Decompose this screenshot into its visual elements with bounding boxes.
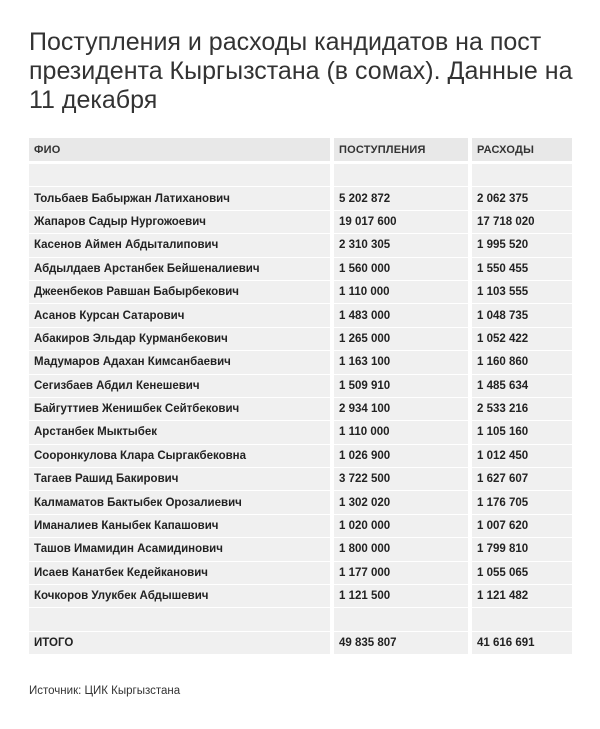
page-title: Поступления и расходы кандидатов на пост президента Кыргызстана (в сомах). Данные на 11 декабря — [29, 28, 573, 114]
candidate-name-cell: Абакиров Эльдар Курманбекович — [29, 328, 330, 350]
income-cell: 2 310 305 — [330, 234, 468, 256]
table-row — [29, 187, 572, 210]
candidate-name-cell: Исаев Канатбек Кедейканович — [29, 562, 330, 584]
table-row — [29, 538, 572, 561]
empty-cell — [468, 608, 572, 630]
income-cell: 1 800 000 — [330, 538, 468, 560]
income-cell: 3 722 500 — [330, 468, 468, 490]
table-spacer-row — [29, 608, 572, 631]
total-income: 49 835 807 — [330, 632, 468, 654]
candidate-name-cell: Ташов Имамидин Асамидинович — [29, 538, 330, 560]
table-row — [29, 445, 572, 468]
expenses-cell: 1 995 520 — [468, 234, 572, 256]
expenses-cell: 2 533 216 — [468, 398, 572, 420]
table-row — [29, 491, 572, 514]
candidate-name-cell: Иманалиев Каныбек Капашович — [29, 515, 330, 537]
column-header-name: ФИО — [29, 138, 330, 161]
expenses-cell: 1 103 555 — [468, 281, 572, 303]
expenses-cell: 1 176 705 — [468, 491, 572, 513]
table-body — [29, 187, 572, 608]
income-cell: 1 163 100 — [330, 351, 468, 373]
expenses-cell: 1 052 422 — [468, 328, 572, 350]
table-row — [29, 562, 572, 585]
candidate-name-cell: Тагаев Рашид Бакирович — [29, 468, 330, 490]
candidate-name-cell: Тольбаев Бабыржан Латиханович — [29, 187, 330, 209]
candidate-name-cell: Арстанбек Мыктыбек — [29, 421, 330, 443]
candidate-name-cell: Сегизбаев Абдил Кенешевич — [29, 375, 330, 397]
empty-cell — [330, 608, 468, 630]
expenses-cell: 1 485 634 — [468, 375, 572, 397]
candidate-name-cell: Джеенбеков Равшан Бабырбекович — [29, 281, 330, 303]
table-row — [29, 351, 572, 374]
table-row — [29, 375, 572, 398]
table-header-row — [29, 138, 572, 162]
candidate-name-cell: Сооронкулова Клара Сыргакбековна — [29, 445, 330, 467]
expenses-cell: 1 799 810 — [468, 538, 572, 560]
expenses-cell: 1 160 860 — [468, 351, 572, 373]
expenses-cell: 1 105 160 — [468, 421, 572, 443]
expenses-cell: 1 121 482 — [468, 585, 572, 607]
income-cell: 1 110 000 — [330, 421, 468, 443]
income-cell: 1 265 000 — [330, 328, 468, 350]
income-cell: 2 934 100 — [330, 398, 468, 420]
expenses-cell: 1 048 735 — [468, 304, 572, 326]
expenses-cell: 2 062 375 — [468, 187, 572, 209]
expenses-cell: 1 550 455 — [468, 258, 572, 280]
source-note: Источник: ЦИК Кыргызстана — [29, 685, 181, 697]
expenses-cell: 1 627 607 — [468, 468, 572, 490]
income-cell: 1 020 000 — [330, 515, 468, 537]
candidate-name-cell: Байгуттиев Женишбек Сейтбекович — [29, 398, 330, 420]
table-row — [29, 258, 572, 281]
table-row — [29, 234, 572, 257]
expenses-cell: 1 007 620 — [468, 515, 572, 537]
income-cell: 1 302 020 — [330, 491, 468, 513]
table-row — [29, 585, 572, 608]
candidate-name-cell: Кочкоров Улукбек Абдышевич — [29, 585, 330, 607]
table-total-row — [29, 632, 572, 655]
income-cell: 5 202 872 — [330, 187, 468, 209]
candidate-name-cell: Касенов Аймен Абдыталипович — [29, 234, 330, 256]
empty-cell — [29, 608, 330, 630]
table-row — [29, 421, 572, 444]
candidate-name-cell: Абдылдаев Арстанбек Бейшеналиевич — [29, 258, 330, 280]
income-cell: 1 560 000 — [330, 258, 468, 280]
income-cell: 1 483 000 — [330, 304, 468, 326]
table-row — [29, 281, 572, 304]
table-row — [29, 515, 572, 538]
table-row — [29, 211, 572, 234]
column-header-expenses: РАСХОДЫ — [468, 138, 572, 161]
income-cell: 1 177 000 — [330, 562, 468, 584]
candidate-name-cell: Мадумаров Адахан Кимсанбаевич — [29, 351, 330, 373]
empty-cell — [468, 164, 572, 186]
table-row — [29, 328, 572, 351]
total-expenses: 41 616 691 — [468, 632, 572, 654]
expenses-cell: 17 718 020 — [468, 211, 572, 233]
column-header-income: ПОСТУПЛЕНИЯ — [330, 138, 468, 161]
expenses-cell: 1 012 450 — [468, 445, 572, 467]
empty-cell — [330, 164, 468, 186]
income-cell: 1 121 500 — [330, 585, 468, 607]
candidate-name-cell: Калмаматов Бактыбек Орозалиевич — [29, 491, 330, 513]
expenses-cell: 1 055 065 — [468, 562, 572, 584]
table-row — [29, 468, 572, 491]
total-label: ИТОГО — [29, 632, 330, 654]
table-spacer-row — [29, 164, 572, 187]
candidate-name-cell: Жапаров Садыр Нургожоевич — [29, 211, 330, 233]
candidates-table — [29, 138, 572, 655]
income-cell: 1 110 000 — [330, 281, 468, 303]
income-cell: 19 017 600 — [330, 211, 468, 233]
empty-cell — [29, 164, 330, 186]
income-cell: 1 026 900 — [330, 445, 468, 467]
table-row — [29, 304, 572, 327]
income-cell: 1 509 910 — [330, 375, 468, 397]
table-row — [29, 398, 572, 421]
candidate-name-cell: Асанов Курсан Сатарович — [29, 304, 330, 326]
